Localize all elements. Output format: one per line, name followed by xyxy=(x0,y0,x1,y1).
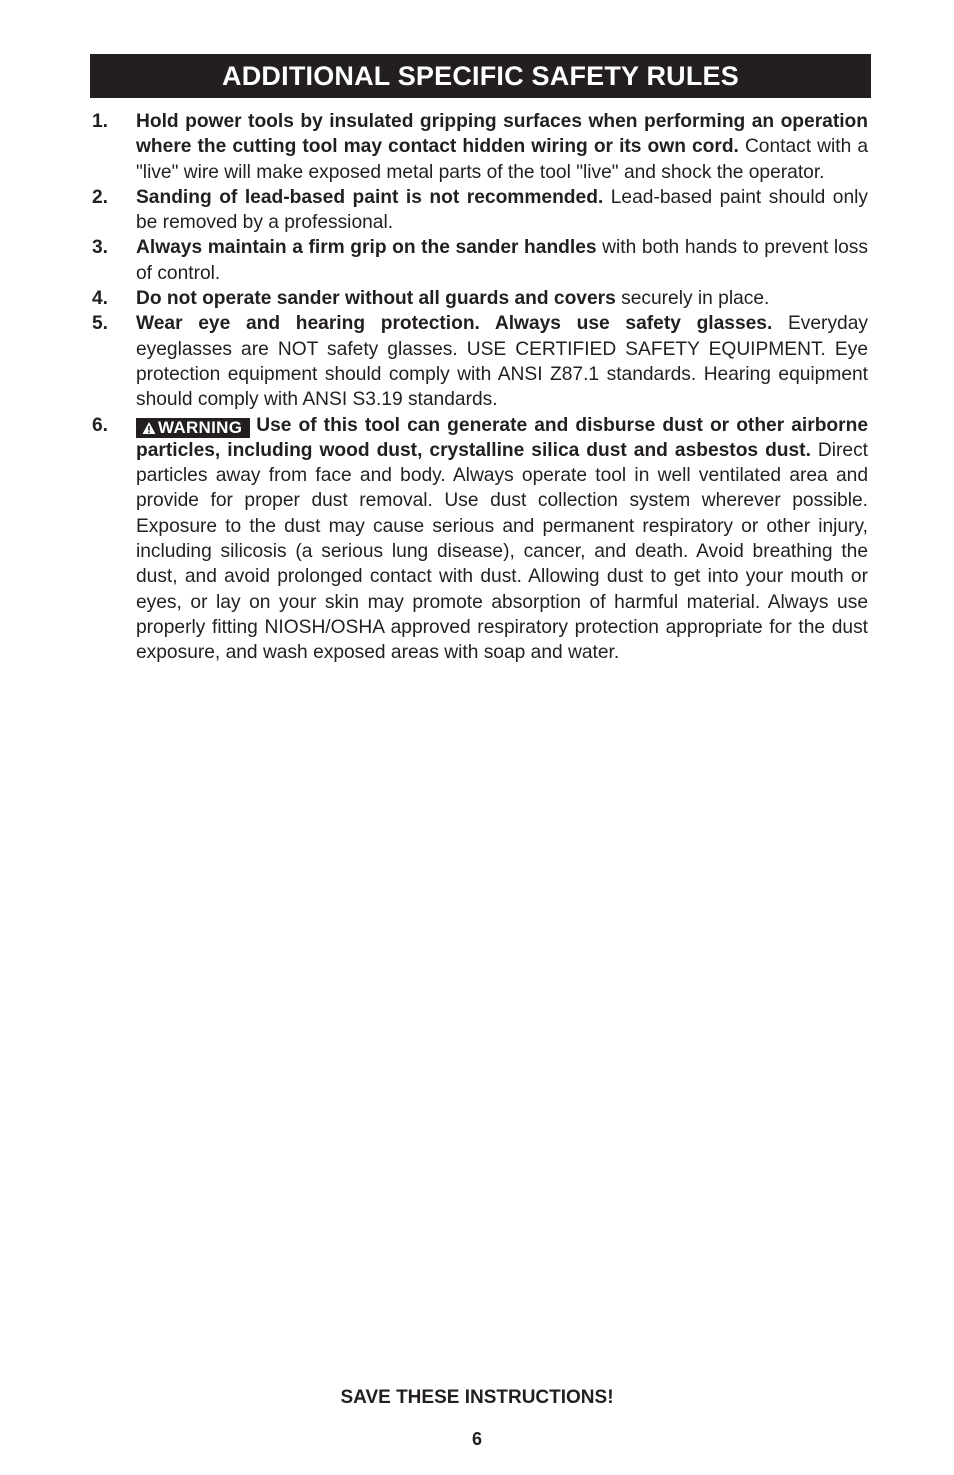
warning-badge xyxy=(136,418,250,438)
rule-bold-text: Always maintain a firm grip on the sander handles xyxy=(136,237,597,259)
section-header xyxy=(90,54,871,98)
rule-bold-text: Use of this tool can generate and disburse dust or other airborne particles, including wood dust, crystalline silica dust and asbestos dust. xyxy=(136,414,868,461)
rule-item-1 xyxy=(90,109,868,185)
rule-bold-text: Hold power tools by insulated gripping surfaces when performing an operation where the cutting tool may contact hidden wiring or its own cord. xyxy=(136,111,868,158)
rule-bold-text: Do not operate sander without all guards and covers xyxy=(136,288,616,310)
safety-rules-list xyxy=(90,109,868,666)
rule-number: 1. xyxy=(92,111,109,132)
rule-text: Contact with a "live" wire will make exposed metal parts of the tool "live" and shock the operator. xyxy=(136,136,868,183)
rule-bold-text: Wear eye and hearing protection. Always use safety glasses. xyxy=(136,313,773,335)
rule-text: with both hands to prevent loss of control. xyxy=(136,237,868,284)
rule-item-2 xyxy=(90,185,868,236)
rule-text: Lead-based paint should only be removed by a professional. xyxy=(136,186,868,234)
rule-item-3 xyxy=(90,235,868,286)
rule-item-6 xyxy=(90,413,868,666)
rule-item-4 xyxy=(90,286,868,311)
rule-number: 3. xyxy=(92,237,109,259)
rule-text: Direct particles away from face and body. Always operate tool in well ventilated area and provide for proper dust removal. Use dust collection system wherever possible. Exposure to the dust may cause serious and permanent respiratory or other injury, including silicosis (a serious lung disease), cancer, and death. Avoid breathing the dust, and avoid prolonged contact with dust. Allowing dust to get into your mouth or eyes, or lay on your skin may promote absorption of harmful material. Always use properly fitting NIOSH/OSHA approved respiratory protection appropriate for the dust exposure, and wash exposed areas with soap and water. xyxy=(136,439,868,664)
rule-text: securely in place. xyxy=(615,288,770,310)
rule-number: 5. xyxy=(92,313,109,335)
rule-text: Everyday eyeglasses are NOT safety glasses. USE CERTIFIED SAFETY EQUIPMENT. Eye protection equipment should comply with ANSI Z87.1 standards. Hearing equipment should comply with ANSI S3.19 standards. xyxy=(136,313,868,411)
save-instructions-note: SAVE THESE INSTRUCTIONS! xyxy=(340,1387,614,1408)
rule-bold-text: Sanding of lead-based paint is not recommended. xyxy=(136,186,604,208)
warning-badge-label: WARNING xyxy=(158,417,243,437)
rule-number: 2. xyxy=(92,186,109,208)
section-title: ADDITIONAL SPECIFIC SAFETY RULES xyxy=(222,61,739,91)
rule-item-5 xyxy=(90,311,868,412)
rule-number: 4. xyxy=(92,288,109,310)
rule-number: 6. xyxy=(92,414,109,436)
warning-triangle-icon xyxy=(142,421,156,435)
page-number: 6 xyxy=(471,1429,482,1449)
